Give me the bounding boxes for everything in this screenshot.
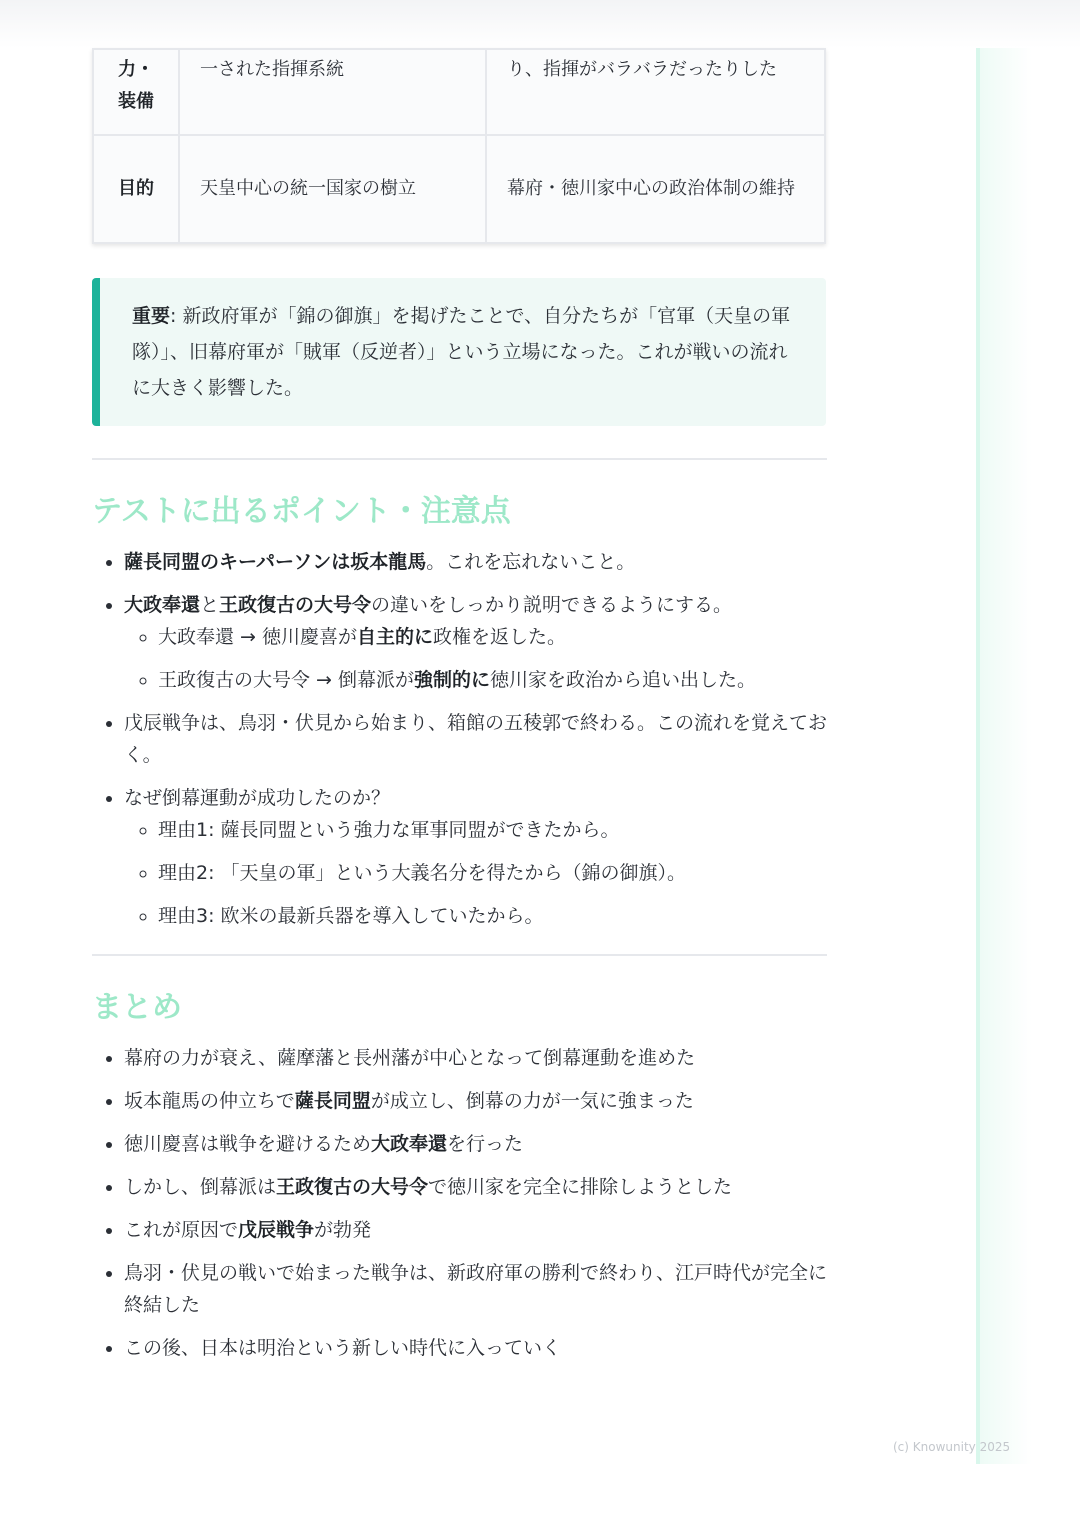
table-cell-old-shogunate: 幕府・徳川家中心の政治体制の維持	[486, 135, 825, 243]
summary-heading: まとめ	[92, 990, 182, 1025]
points-heading: テストに出るポイント・注意点	[92, 494, 511, 529]
callout-text: : 新政府軍が「錦の御旗」を掲げたことで、自分たちが「官軍（天皇の軍隊）」、旧幕府軍が「賊軍（反逆者）」という立場になった。これが戦いの流れに大きく影響した。	[132, 305, 791, 399]
table-cell-new-government: 天皇中心の統一国家の樹立	[179, 135, 486, 243]
table-row-header: 力・装備	[93, 49, 179, 135]
sub-list-item: ◦ 大政奉還 → 徳川慶喜が自主的に政権を返した。	[158, 621, 827, 653]
table-row-header: 目的	[93, 135, 179, 243]
page-top-shadow	[0, 0, 1080, 48]
sub-list	[124, 814, 827, 932]
important-callout	[92, 278, 826, 426]
list-item: • なぜ倒幕運動が成功したのか？ ◦ 理由1: 薩長同盟という強力な軍事同盟ができたから。 ◦ 理由2: 「天皇の軍」という大義名分を得たから（錦の御旗）。 ◦ 理由3: 欧米の最新兵器を導入していたから。	[124, 782, 827, 932]
sub-list-item: ◦ 理由2: 「天皇の軍」という大義名分を得たから（錦の御旗）。	[158, 857, 827, 889]
table-row	[93, 135, 825, 243]
list-item: • 坂本龍馬の仲立ちで薩長同盟が成立し、倒幕の力が一気に強まった	[124, 1085, 827, 1117]
list-item: • 薩長同盟のキーパーソンは坂本龍馬。これを忘れないこと。	[124, 546, 827, 578]
sub-list-item: ◦ 理由3: 欧米の最新兵器を導入していたから。	[158, 900, 827, 932]
list-item: • 戊辰戦争は、鳥羽・伏見から始まり、箱館の五稜郭で終わる。この流れを覚えておく。	[124, 707, 827, 771]
sub-list-item: ◦ 理由1: 薩長同盟という強力な軍事同盟ができたから。	[158, 814, 827, 846]
list-item: • 幕府の力が衰え、薩摩藩と長州藩が中心となって倒幕運動を進めた	[124, 1042, 827, 1074]
section-divider	[92, 954, 827, 956]
table-cell-new-government: 一された指揮系統	[179, 49, 486, 135]
document-content	[92, 48, 827, 1375]
callout-label: 重要	[132, 305, 171, 327]
list-item: • 大政奉還と王政復古の大号令の違いをしっかり説明できるようにする。 ◦ 大政奉還 → 徳川慶喜が自主的に政権を返した。 ◦ 王政復古の大号令 → 倒幕派が強制的に徳川家を政治から追い出した。	[124, 589, 827, 696]
list-item: • これが原因で戊辰戦争が勃発	[124, 1214, 827, 1246]
summary-list	[92, 1042, 827, 1364]
sub-list-item: ◦ 王政復古の大号令 → 倒幕派が強制的に徳川家を政治から追い出した。	[158, 664, 827, 696]
copyright-footer: (c) Knowunity 2025	[893, 1440, 1011, 1454]
points-list	[92, 546, 827, 932]
table-cell-old-shogunate: り、指揮がバラバラだったりした	[486, 49, 825, 135]
section-divider	[92, 458, 827, 460]
list-item: • この後、日本は明治という新しい時代に入っていく	[124, 1332, 827, 1364]
right-margin-strip	[976, 48, 1032, 1464]
list-item: • 徳川慶喜は戦争を避けるため大政奉還を行った	[124, 1128, 827, 1160]
comparison-table	[92, 48, 826, 244]
sub-list	[124, 621, 827, 696]
list-item: • しかし、倒幕派は王政復古の大号令で徳川家を完全に排除しようとした	[124, 1171, 827, 1203]
list-item: • 鳥羽・伏見の戦いで始まった戦争は、新政府軍の勝利で終わり、江戸時代が完全に終結した	[124, 1257, 827, 1321]
table-row	[93, 49, 825, 135]
